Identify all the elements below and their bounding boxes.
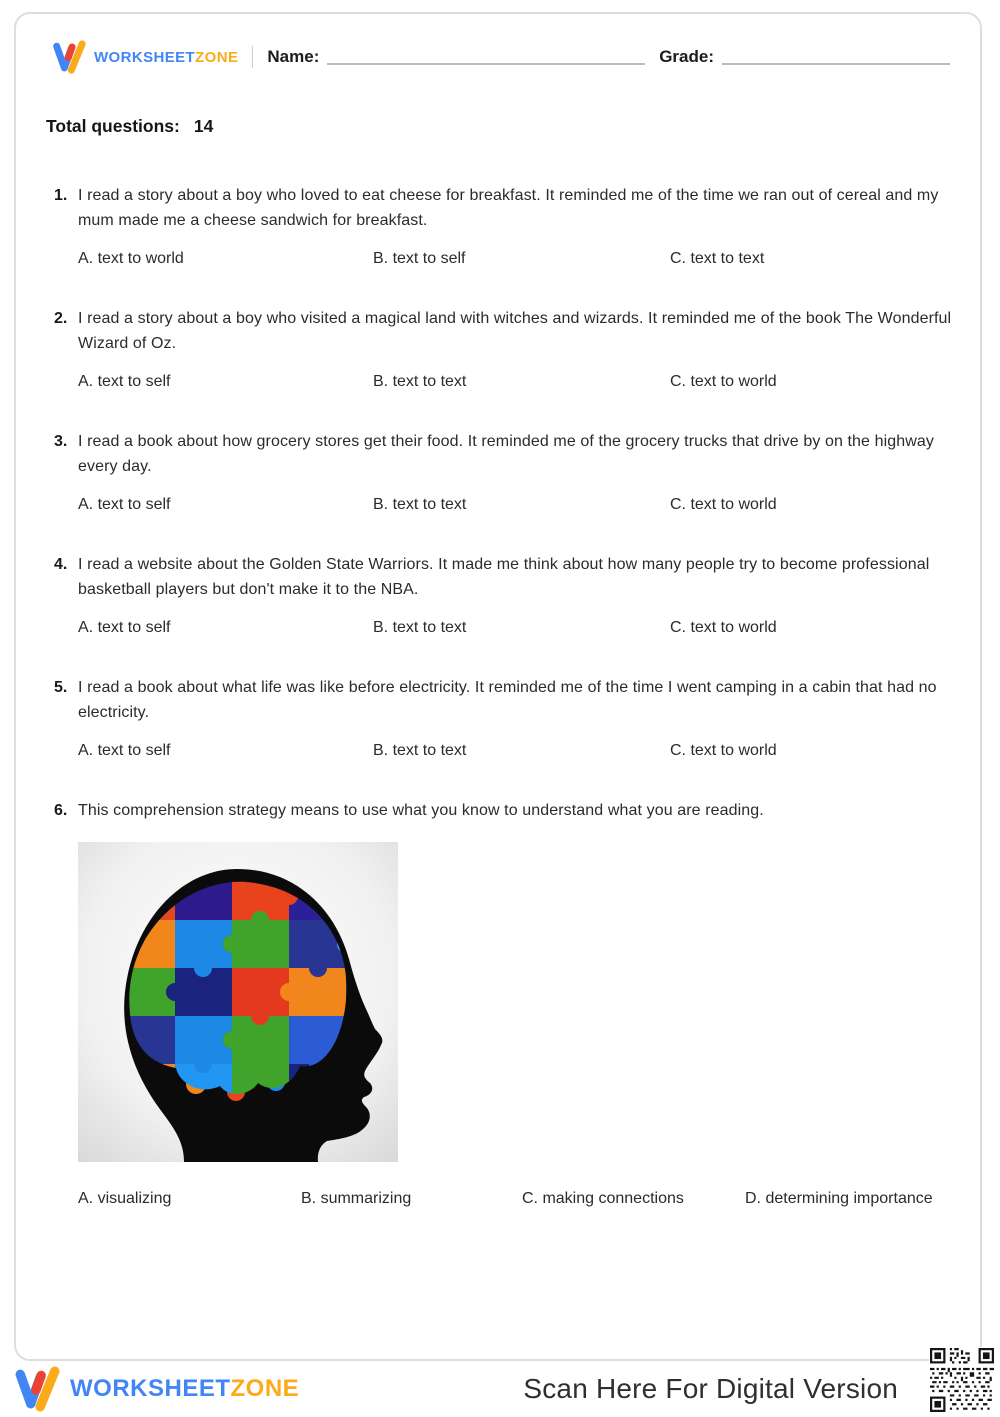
question-4-line <box>54 552 952 602</box>
question-5-line <box>54 675 952 725</box>
question-6-line <box>54 798 952 823</box>
brand-logo <box>52 40 238 74</box>
question-4-option-c: C. text to world <box>670 619 777 636</box>
card-header <box>16 14 980 74</box>
question-3-option-b: B. text to text <box>373 496 467 513</box>
question-6-options <box>78 1190 952 1208</box>
total-questions-label: Total questions: <box>46 116 180 136</box>
brand-zone-text: ZONE <box>195 48 239 66</box>
question-6-number: 6. <box>54 802 68 819</box>
footer-brand-logo <box>14 1366 299 1412</box>
question-5-options <box>78 742 952 760</box>
total-questions-value: 14 <box>193 116 214 136</box>
footer-brand-logo-icon <box>14 1366 60 1412</box>
question-5-option-c: C. text to world <box>670 742 777 759</box>
question-3-options <box>78 496 952 514</box>
footer-brand-name <box>70 1375 299 1403</box>
worksheet-card <box>14 12 982 1361</box>
question-6-option-d: D. determining importance <box>745 1190 933 1207</box>
question-3-option-a: A. text to self <box>78 496 171 513</box>
question-1-option-c: C. text to text <box>670 250 765 267</box>
question-3-option-c: C. text to world <box>670 496 777 513</box>
question-5-text: I read a book about what life was like before electricity. It reminded me of the time I went camping in a cabin that had no electricity. <box>78 679 937 721</box>
question-1-number: 1. <box>54 187 68 204</box>
head-puzzle-brain-figure <box>78 842 398 1162</box>
question-2-options <box>78 373 952 391</box>
header-divider <box>252 46 253 68</box>
question-3-line <box>54 429 952 479</box>
question-2-option-b: B. text to text <box>373 373 467 390</box>
question-6 <box>54 798 952 1208</box>
question-6-text: This comprehension strategy means to use what you know to understand what you are reading. <box>78 802 764 819</box>
question-4-text: I read a website about the Golden State Warriors. It made me think about how many people try to become professional basketball players but don't make it to the NBA. <box>78 556 930 598</box>
footer-brand-worksheet-text: WORKSHEET <box>70 1375 231 1402</box>
question-3 <box>54 429 952 514</box>
question-2-text: I read a story about a boy who visited a magical land with witches and wizards. It reminded me of the book The Wonderful Wizard of Oz. <box>78 310 952 352</box>
question-2-number: 2. <box>54 310 68 327</box>
question-4-option-b: B. text to text <box>373 619 467 636</box>
question-2-line <box>54 306 952 356</box>
question-5-option-b: B. text to text <box>373 742 467 759</box>
question-4 <box>54 552 952 637</box>
question-1-option-b: B. text to self <box>373 250 466 267</box>
footer-brand-zone-text: ZONE <box>230 1375 300 1402</box>
question-5-option-a: A. text to self <box>78 742 171 759</box>
question-2 <box>54 306 952 391</box>
question-6-option-c: C. making connections <box>522 1190 684 1207</box>
question-5-number: 5. <box>54 679 68 696</box>
question-4-number: 4. <box>54 556 68 573</box>
question-3-number: 3. <box>54 433 68 450</box>
question-5 <box>54 675 952 760</box>
name-label: Name: <box>267 47 320 66</box>
brand-logo-icon <box>52 40 86 74</box>
qr-code-icon <box>930 1348 994 1412</box>
brand-name <box>94 49 238 66</box>
grade-label: Grade: <box>659 47 714 66</box>
grade-blank-line <box>722 50 950 65</box>
total-questions-row <box>46 116 980 137</box>
scan-here-text: Scan Here For Digital Version <box>523 1373 898 1404</box>
question-1-text: I read a story about a boy who loved to eat cheese for breakfast. It reminded me of the time we ran out of cereal and my mum made me a cheese sandwich for breakfast. <box>78 187 939 229</box>
question-2-option-a: A. text to self <box>78 373 171 390</box>
head-puzzle-brain-icon <box>78 842 398 1162</box>
name-blank-line <box>327 50 645 65</box>
question-1-options <box>78 250 952 268</box>
question-6-option-a: A. visualizing <box>78 1190 172 1207</box>
question-3-text: I read a book about how grocery stores get their food. It reminded me of the grocery trucks that drive by on the highway every day. <box>78 433 935 475</box>
question-4-option-a: A. text to self <box>78 619 171 636</box>
question-4-options <box>78 619 952 637</box>
brand-worksheet-text: WORKSHEET <box>94 48 196 66</box>
question-1-option-a: A. text to world <box>78 250 184 267</box>
question-1 <box>54 183 952 268</box>
qr-code <box>929 1347 995 1413</box>
page-footer <box>14 1366 986 1412</box>
question-1-line <box>54 183 952 233</box>
question-2-option-c: C. text to world <box>670 373 777 390</box>
question-6-option-b: B. summarizing <box>301 1190 412 1207</box>
